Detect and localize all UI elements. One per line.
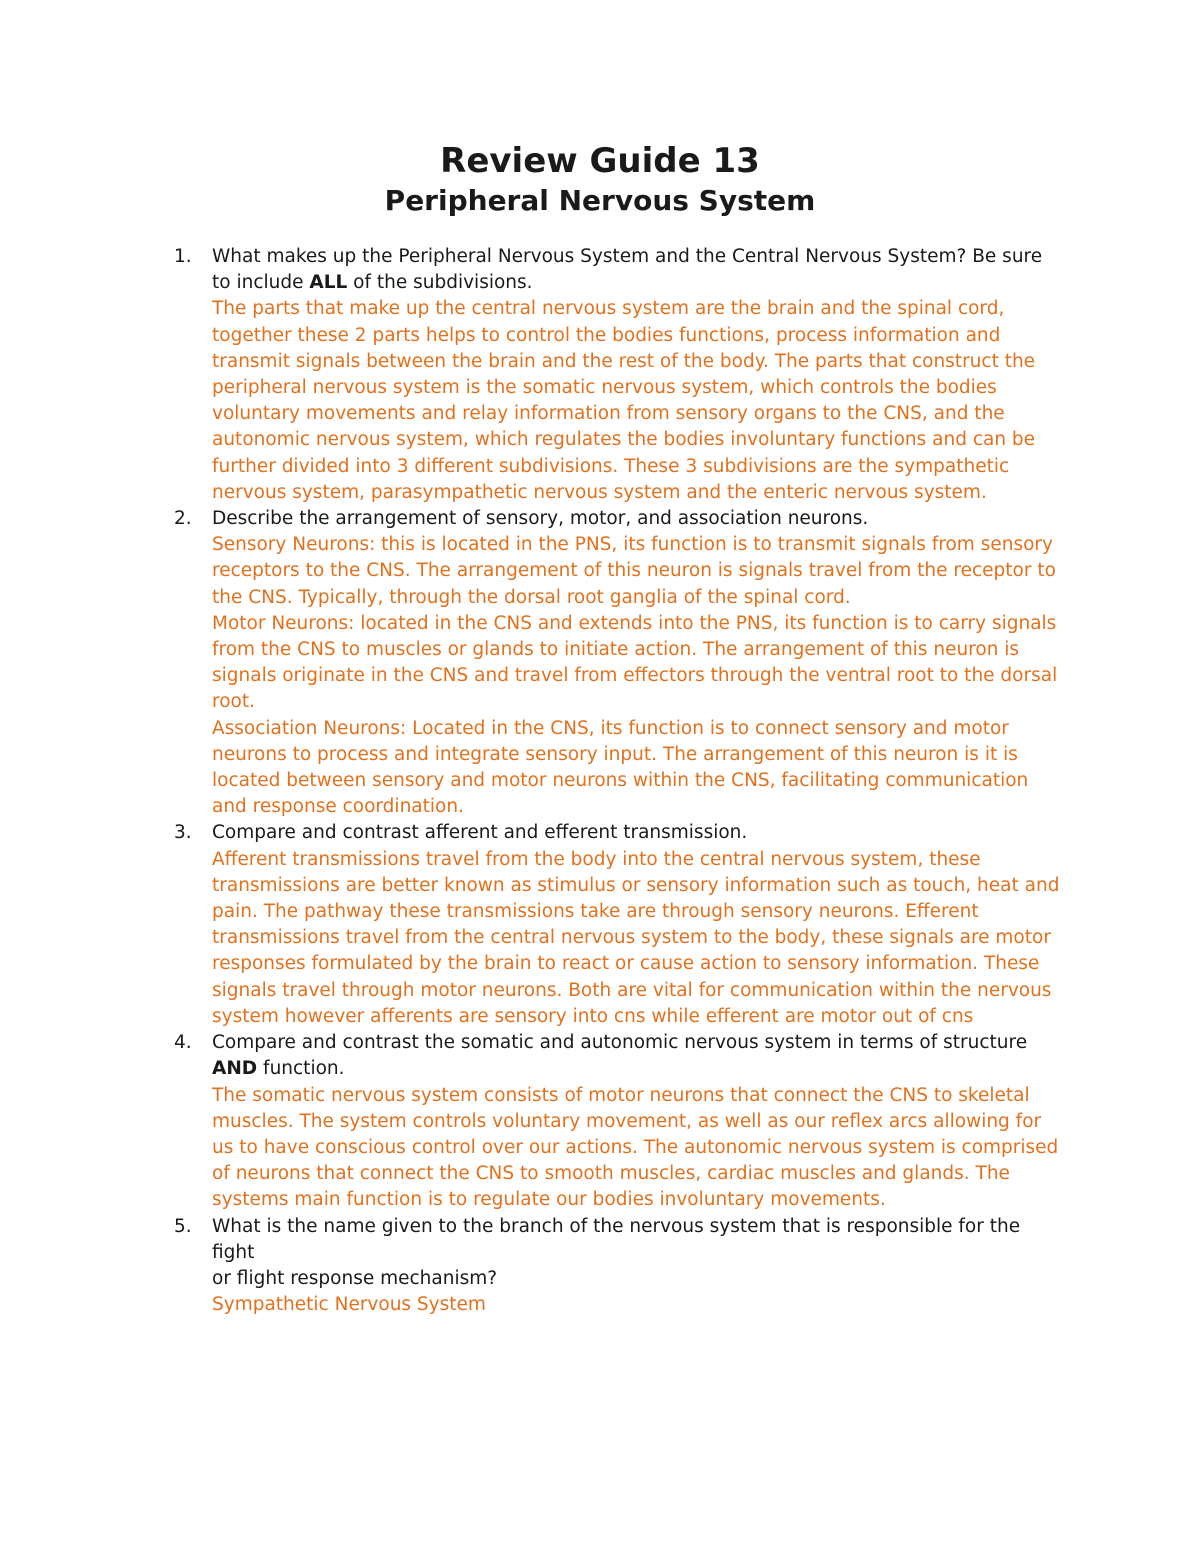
answer-text: Afferent transmissions travel from the body into the central nervous system, these transmissions are better known as stimulus or sensory information such as touch, heat and pain. The pathway these transmissions take are through sensory neurons. Efferent transmissions travel from the central nervous system to the body, these signals are motor responses formulated by the brain to react or cause action to sensory information. These signals travel through motor neurons. Both are vital for communication within the nervous system however afferents are sensory into cns while efferent are motor out of cns (212, 848, 1060, 1027)
question-list (0, 244, 1200, 1318)
page-title: Review Guide 13 (440, 141, 760, 181)
answer-text: The parts that make up the central nervous system are the brain and the spinal cord, together these 2 parts helps to control the bodies functions, process information and transmit signals between the brain and the rest of the body. The parts that construct the peripheral nervous system is the somatic nervous system, which controls the bodies voluntary movements and relay information from sensory organs to the CNS, and the autonomic nervous system, which regulates the bodies involuntary functions and can be further divided into 3 different subdivisions. These 3 subdivisions are the sympathetic nervous system, parasympathetic nervous system and the enteric nervous system. (212, 298, 1036, 503)
question-number: 5. (174, 1215, 192, 1237)
question-number: 3. (174, 822, 192, 844)
page-subtitle: Peripheral Nervous System (384, 184, 816, 217)
question-text-line-2: or flight response mechanism? (212, 1267, 498, 1289)
emphasis-text: ALL (309, 272, 348, 294)
question-item-5 (0, 1214, 1060, 1319)
answer-sensory-neurons: Sensory Neurons: this is located in the PNS, its function is to transmit signals from sensory receptors to the CNS. The arrangement of this neuron is signals travel from the receptor to the CNS. Typically, through the dorsal root ganglia of the spinal cord. (212, 534, 1056, 608)
question-item-4 (0, 1030, 1060, 1213)
emphasis-text: AND (212, 1058, 258, 1080)
question-item-3 (0, 820, 1060, 1030)
question-text: What makes up the Peripheral Nervous System and the Central Nervous System? Be sure to include ALL of the subdivisions. (212, 246, 1043, 294)
question-text: Describe the arrangement of sensory, motor, and association neurons. (212, 508, 869, 530)
question-text: Compare and contrast the somatic and autonomic nervous system in terms of structure AND function. (212, 1032, 1028, 1080)
question-text-line-1: What is the name given to the branch of the nervous system that is responsible for the fight (212, 1215, 1021, 1263)
answer-text: Sympathetic Nervous System (212, 1294, 486, 1316)
question-text: Compare and contrast afferent and efferent transmission. (212, 822, 748, 844)
answer-association-neurons: Association Neurons: Located in the CNS, its function is to connect sensory and motor neurons to process and integrate sensory input. The arrangement of this neuron is it is located between sensory and motor neurons within the CNS, facilitating communication and response coordination. (212, 717, 1029, 818)
question-number: 1. (174, 246, 192, 267)
question-number: 2. (174, 508, 192, 530)
answer-motor-neurons: Motor Neurons: located in the CNS and extends into the PNS, its function is to carry signals from the CNS to muscles or glands to initiate action. The arrangement of this neuron is signals originate in the CNS and travel from effectors through the ventral root to the dorsal root. (212, 612, 1058, 713)
answer-text: The somatic nervous system consists of motor neurons that connect the CNS to skeletal muscles. The system controls voluntary movement, as well as our reflex arcs allowing for us to have conscious control over our actions. The autonomic nervous system is comprised of neurons that connect the CNS to smooth muscles, cardiac muscles and glands. The systems main function is to regulate our bodies involuntary movements. (212, 1084, 1059, 1211)
question-item-1 (0, 244, 1060, 506)
question-number: 4. (174, 1032, 192, 1054)
question-item-2 (0, 506, 1060, 820)
